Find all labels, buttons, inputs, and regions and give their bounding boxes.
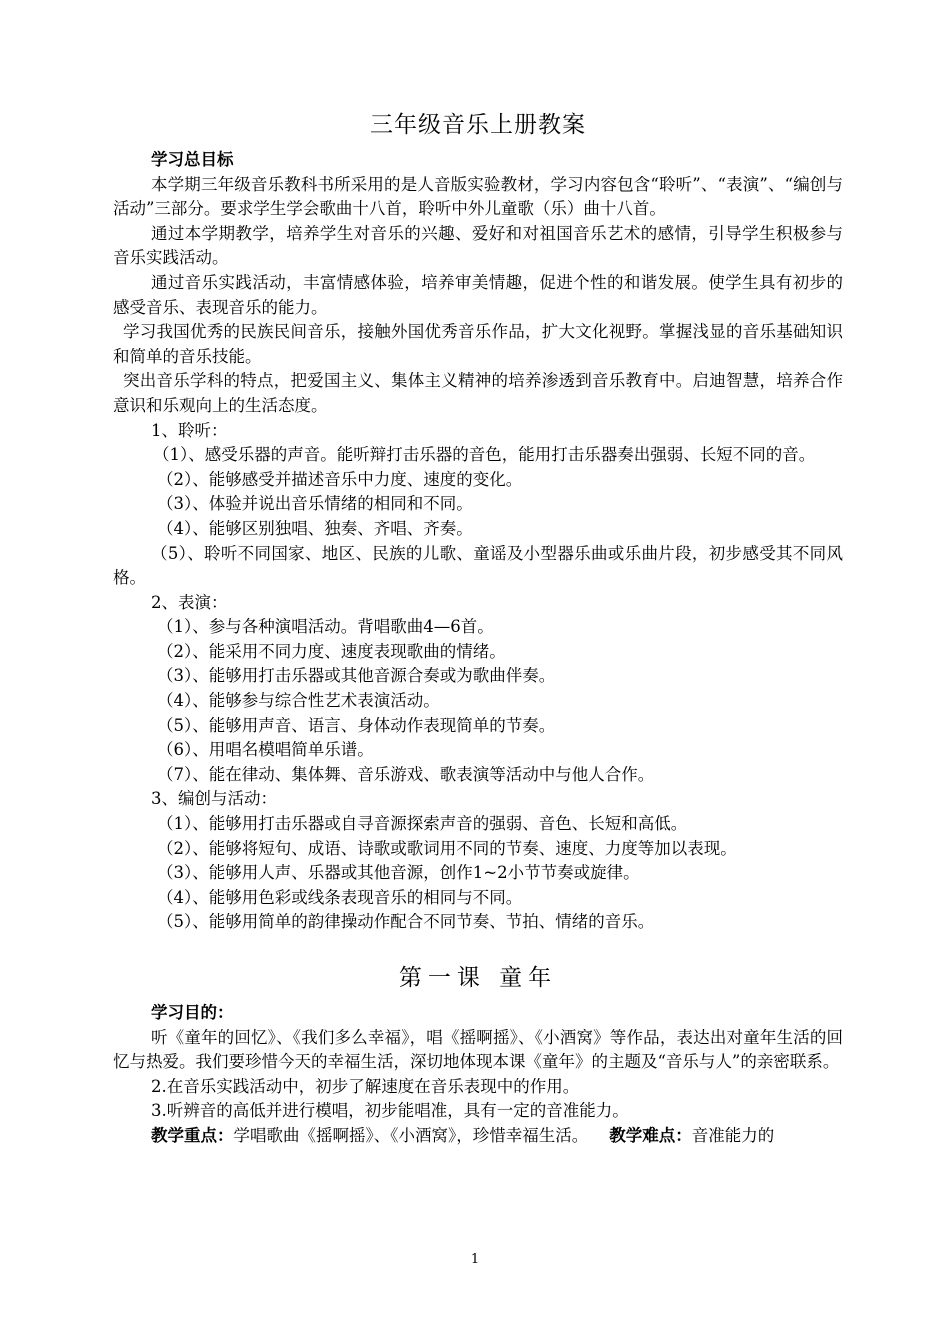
listen-item: （3）、体验并说出音乐情绪的相同和不同。 — [157, 494, 473, 514]
create-item: （3）、能够用人声、乐器或其他音源，创作1~2小节节奏或旋律。 — [157, 863, 640, 883]
difficulty-text: 音准能力的 — [691, 1125, 775, 1145]
lesson-title: 第一课 童年 — [398, 965, 558, 991]
perform-item: （4）、能够参与综合性艺术表演活动。 — [157, 691, 440, 711]
aim-paragraph-3: 3.听辨音的高低并进行模唱，初步能唱准，具有一定的音准能力。 — [151, 1101, 629, 1121]
goal-paragraph-1: 本学期三年级音乐教科书所采用的是人音版实验教材，学习内容包含“聆听”、“表演”、“编创与活动”三部分。要求学生学会歌曲十八首，聆听中外儿童歌（乐）曲十八首。 — [113, 174, 843, 219]
perform-heading: 2、表演： — [151, 592, 228, 612]
key-points-text: 学唱歌曲《摇啊摇》、《小酒窝》，珍惜幸福生活。 — [233, 1125, 589, 1145]
listen-item: （5）、聆听不同国家、地区、民族的儿歌、童谣及小型器乐曲或乐曲片段，初步感受其不同风格。 — [113, 543, 843, 588]
create-item: （2）、能够将短句、成语、诗歌或歌词用不同的节奏、速度、力度等加以表现。 — [157, 838, 737, 858]
aim-paragraph-1: 听《童年的回忆》、《我们多么幸福》，唱《摇啊摇》、《小酒窝》等作品，表达出对童年生活的回忆与热爱。我们要珍惜今天的幸福生活，深切地体现本课《童年》的主题及“音乐与人”的亲密联系。 — [113, 1027, 843, 1072]
aim-heading: 学习目的： — [151, 1003, 234, 1022]
perform-item: （1）、参与各种演唱活动。背唱歌曲4—6首。 — [157, 617, 494, 637]
goal-paragraph-4: 学习我国优秀的民族民间音乐，接触外国优秀音乐作品，扩大文化视野。掌握浅显的音乐基础知识和简单的音乐技能。 — [113, 322, 843, 366]
document-title: 三年级音乐上册教案 — [370, 112, 586, 138]
aim-paragraph-2: 2.在音乐实践活动中，初步了解速度在音乐表现中的作用。 — [151, 1076, 580, 1096]
key-points-line — [113, 1124, 843, 1149]
listen-heading: 1、聆听： — [151, 420, 228, 440]
create-item: （1）、能够用打击乐器或自寻音源探索声音的强弱、音色、长短和高低。 — [157, 814, 688, 834]
goal-paragraph-2: 通过本学期教学，培养学生对音乐的兴趣、爱好和对祖国音乐艺术的感情，引导学生积极参与音乐实践活动。 — [113, 223, 843, 268]
listen-item: （2）、能够感受并描述音乐中力度、速度的变化。 — [157, 469, 523, 489]
page-content — [113, 108, 843, 1149]
key-points-label: 教学重点： — [151, 1125, 234, 1145]
perform-item: （2）、能采用不同力度、速度表现歌曲的情绪。 — [157, 641, 506, 661]
perform-item: （6）、用唱名模唱简单乐谱。 — [157, 740, 374, 760]
goal-paragraph-5: 突出音乐学科的特点，把爱国主义、集体主义精神的培养渗透到音乐教育中。启迪智慧，培养合作意识和乐观向上的生活态度。 — [113, 371, 843, 415]
difficulty-label: 教学难点： — [609, 1125, 692, 1145]
listen-item: （1）、感受乐器的声音。能听辩打击乐器的音色，能用打击乐器奏出强弱、长短不同的音。 — [153, 445, 816, 465]
page-number: 1 — [470, 1252, 480, 1267]
goal-paragraph-3: 通过音乐实践活动，丰富情感体验，培养审美情趣，促进个性的和谐发展。使学生具有初步的感受音乐、表现音乐的能力。 — [113, 272, 843, 317]
create-heading: 3、编创与活动： — [151, 789, 277, 809]
create-item: （5）、能够用简单的韵律操动作配合不同节奏、节拍、情绪的音乐。 — [157, 912, 655, 932]
listen-item: （4）、能够区别独唱、独奏、齐唱、齐奏。 — [157, 518, 473, 538]
goal-heading: 学习总目标 — [151, 150, 234, 169]
perform-item: （3）、能够用打击乐器或其他音源合奏或为歌曲伴奏。 — [157, 666, 556, 686]
create-item: （4）、能够用色彩或线条表现音乐的相同与不同。 — [157, 887, 523, 907]
perform-item: （7）、能在律动、集体舞、音乐游戏、歌表演等活动中与他人合作。 — [157, 764, 655, 784]
perform-item: （5）、能够用声音、语言、身体动作表现简单的节奏。 — [157, 715, 556, 735]
